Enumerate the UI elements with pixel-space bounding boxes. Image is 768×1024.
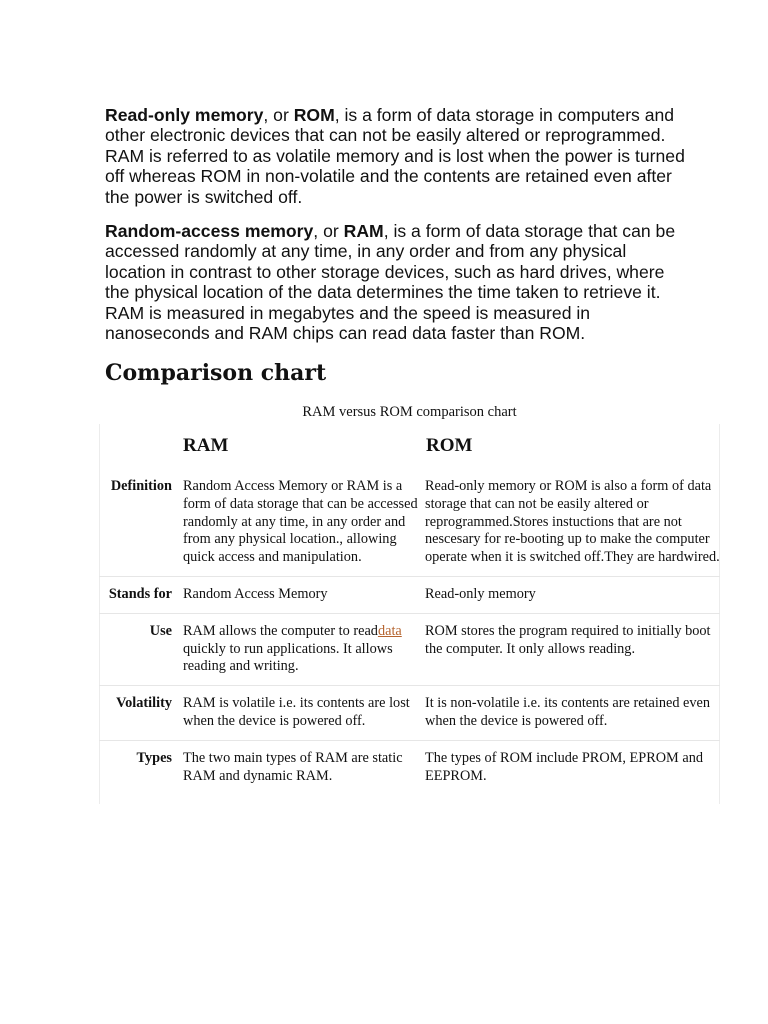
table-row	[99, 469, 720, 576]
row-label-use: Use	[99, 613, 177, 685]
ram-definition-cell: Random Access Memory or RAM is a form of data storage that can be accessed randomly at any time, in any order and from any physical location., allowing quick access and manipulation.	[183, 478, 418, 566]
column-header-ram: RAM	[183, 435, 229, 456]
ram-use-text-end: quickly to run applications. It allows reading and writing.	[183, 640, 393, 675]
ram-term-connector: , or	[313, 221, 344, 241]
data-link[interactable]: data	[377, 622, 402, 639]
table-row	[99, 740, 720, 794]
rom-types-cell: The types of ROM include PROM, EPROM and EEPROM.	[418, 740, 720, 794]
rom-definition-cell: Read-only memory or ROM is also a form of data storage that can not be easily altered or reprogrammed.Stores instuctions that are not nescesary for re-booting up to make the computer operate when it is switched off.They are hardwired.	[425, 478, 720, 566]
rom-intro-paragraph	[105, 105, 685, 207]
ram-use-cell	[177, 613, 418, 685]
ram-intro-text: , is a form of data storage that can be accessed randomly at any time, in any order and from any physical location in contrast to other storage devices, such as hard drives, where the physical location of the data determines the time taken to retrieve it. RAM is measured in megabytes and the speed is measured in nanoseconds and RAM chips can read data faster than ROM.	[105, 221, 676, 344]
ram-stands-for-cell: Random Access Memory	[177, 576, 418, 613]
row-label-types: Types	[99, 740, 177, 794]
comparison-table	[99, 424, 720, 794]
table-header-row	[99, 424, 720, 469]
rom-volatility-cell: It is non-volatile i.e. its contents are retained even when the device is powered off.	[418, 686, 720, 741]
rom-term-connector: , or	[263, 105, 294, 125]
row-label-volatility: Volatility	[99, 686, 177, 741]
row-label-definition: Definition	[110, 478, 172, 494]
rom-use-cell: ROM stores the program required to initially boot the computer. It only allows reading.	[418, 613, 720, 685]
table-row	[99, 686, 720, 741]
column-header-rom: ROM	[426, 435, 473, 456]
rom-term: Read-only memory	[105, 105, 264, 125]
table-row	[99, 613, 720, 685]
table-row	[99, 576, 720, 613]
rom-intro-text: , is a form of data storage in computers and other electronic devices that can not be easily altered or reprogrammed. RAM is referred to as volatile memory and is lost when the power is turned off whereas ROM in non-volatile and the contents are retained even after the power is switched off.	[105, 105, 685, 207]
table-caption: RAM versus ROM comparison chart	[302, 404, 517, 420]
ram-intro-paragraph	[105, 221, 685, 343]
ram-abbr: RAM	[343, 221, 384, 241]
section-heading: Comparison chart	[105, 360, 327, 386]
rom-abbr: ROM	[293, 105, 335, 125]
ram-types-cell: The two main types of RAM are static RAM and dynamic RAM.	[177, 740, 418, 794]
ram-term: Random-access memory	[105, 221, 314, 241]
header-empty-cell	[99, 424, 177, 469]
row-label-stands-for: Stands for	[99, 576, 177, 613]
rom-stands-for-cell: Read-only memory	[418, 576, 720, 613]
ram-volatility-cell: RAM is volatile i.e. its contents are lost when the device is powered off.	[177, 686, 418, 741]
ram-use-text-start: RAM allows the computer to read	[183, 622, 378, 639]
